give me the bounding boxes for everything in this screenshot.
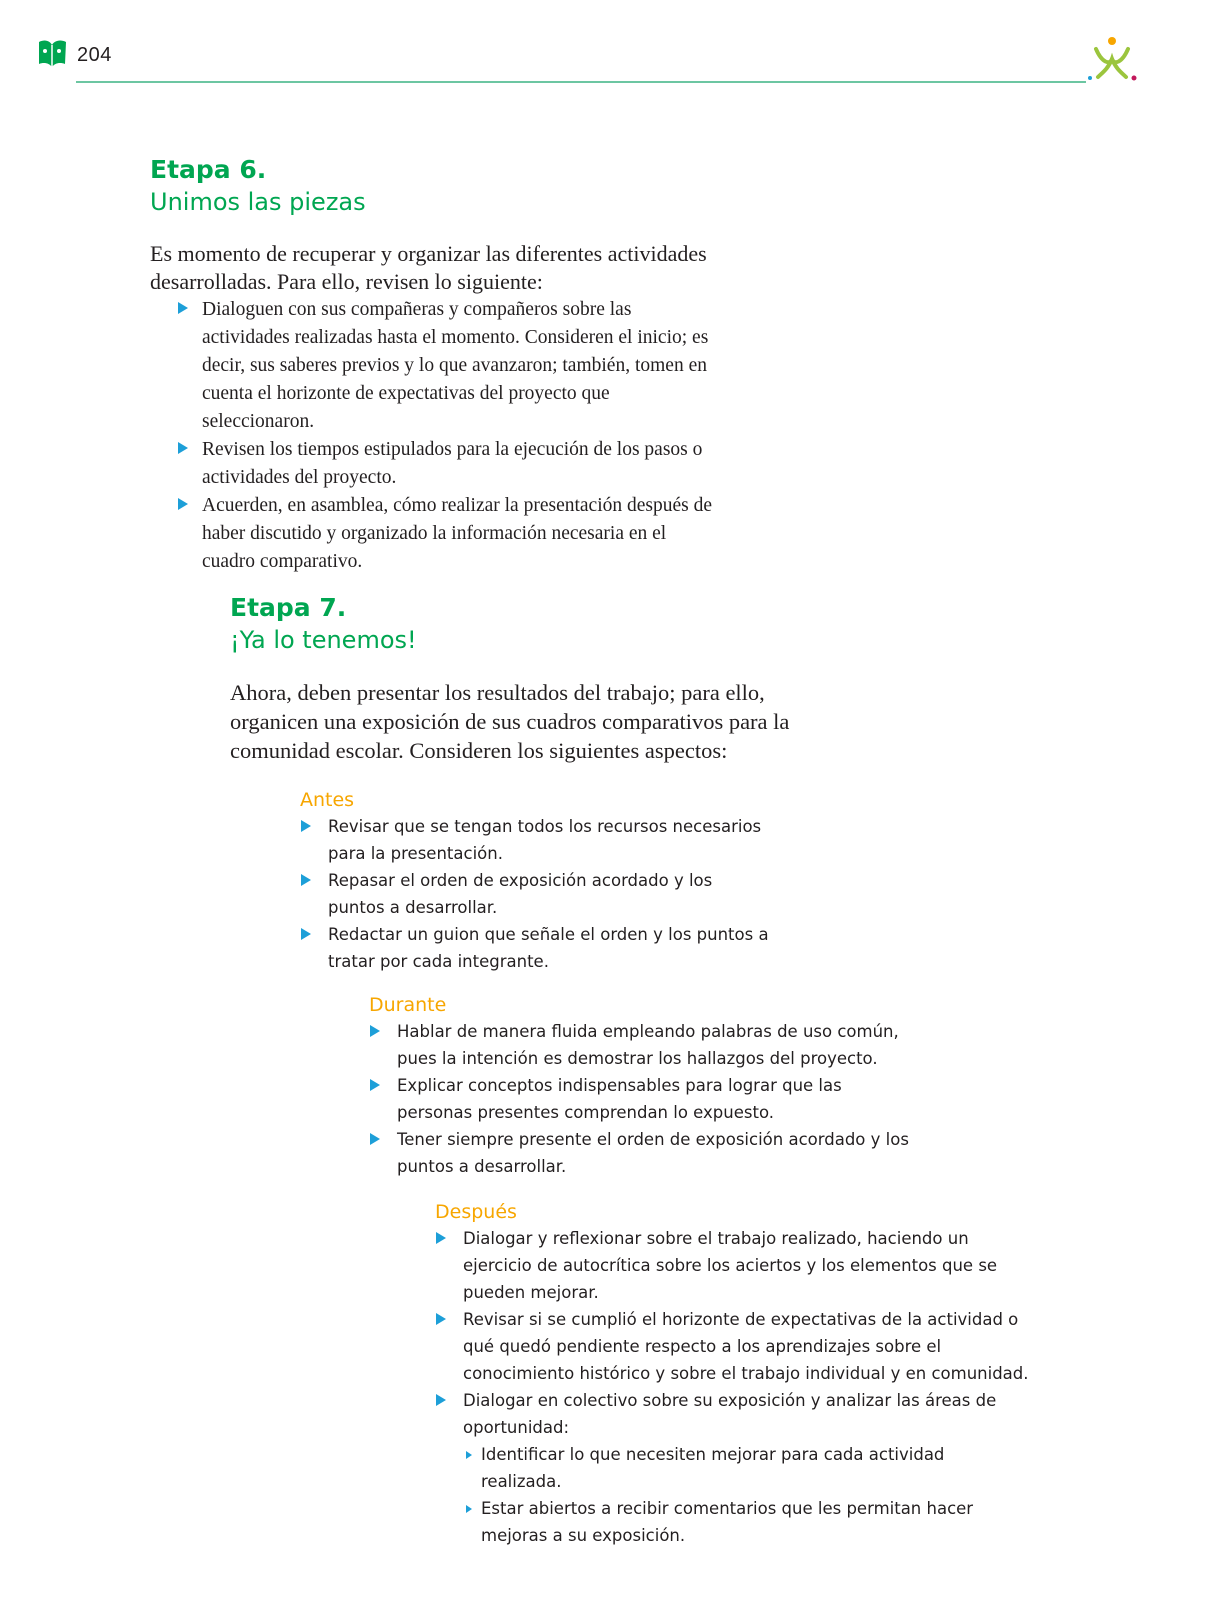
etapa6-bullet-list <box>150 296 722 576</box>
bullet-triangle-icon <box>301 874 311 886</box>
list-item: Dialogar en colectivo sobre su exposición y analizar las áreas de oportunidad: Identificar lo que necesiten mejorar para cada actividad realizada. Estar abiertos a recibir comentarios que les permitan hacer mejoras a su exposición. <box>435 1387 1035 1549</box>
series-logo-icon <box>1086 33 1138 85</box>
durante-section <box>369 992 929 1180</box>
bullet-triangle-icon <box>178 498 188 510</box>
bullet-triangle-icon <box>178 302 188 314</box>
bullet-triangle-icon <box>301 820 311 832</box>
list-item: Hablar de manera fluida empleando palabras de uso común, pues la intención es demostrar los hallazgos del proyecto. <box>369 1018 909 1072</box>
list-item: Redactar un guion que señale el orden y los puntos a tratar por cada integrante. <box>300 921 770 975</box>
bullet-triangle-icon <box>436 1313 446 1325</box>
bullet-triangle-icon <box>370 1079 380 1091</box>
list-item: Dialoguen con sus compañeras y compañeros sobre las actividades realizadas hasta el momento. Consideren el inicio; es decir, sus saberes previos y lo que avanzaron; también, tomen en cuenta el horizonte de expectativas del proyecto que seleccionaron. <box>150 296 722 436</box>
list-item: Tener siempre presente el orden de exposición acordado y los puntos a desarrollar. <box>369 1126 909 1180</box>
etapa6-section <box>150 154 750 576</box>
small-bullet-triangle-icon <box>466 1451 472 1459</box>
bullet-triangle-icon <box>178 442 188 454</box>
durante-title: Durante <box>369 994 447 1016</box>
etapa7-title: Etapa 7. <box>230 593 347 622</box>
book-logo-icon <box>36 38 68 72</box>
sub-list-item: Estar abiertos a recibir comentarios que les permitan hacer mejoras a su exposición. <box>463 1495 1003 1549</box>
etapa7-intro: Ahora, deben presentar los resultados del trabajo; para ello, organicen una exposición de sus cuadros comparativos para la comunidad escolar. Consideren los siguientes aspectos: <box>230 680 790 763</box>
despues-section <box>435 1199 1045 1549</box>
list-item: Repasar el orden de exposición acordado y los puntos a desarrollar. <box>300 867 770 921</box>
list-item: Acuerden, en asamblea, cómo realizar la presentación después de haber discutido y organizado la información necesaria en el cuadro comparativo. <box>150 492 722 576</box>
sub-list-item: Identificar lo que necesiten mejorar para cada actividad realizada. <box>463 1441 1003 1495</box>
small-bullet-triangle-icon <box>466 1505 472 1513</box>
bullet-triangle-icon <box>370 1133 380 1145</box>
bullet-triangle-icon <box>301 928 311 940</box>
antes-title: Antes <box>300 789 355 811</box>
etapa6-subtitle: Unimos las piezas <box>150 188 366 216</box>
etapa7-subtitle: ¡Ya lo tenemos! <box>230 626 417 654</box>
etapa7-section <box>230 592 830 765</box>
antes-section <box>300 787 800 975</box>
list-item: Revisar que se tengan todos los recursos necesarios para la presentación. <box>300 813 770 867</box>
despues-bullet-list <box>435 1225 1035 1549</box>
header-rule <box>76 81 1086 83</box>
list-item: Revisen los tiempos estipulados para la ejecución de los pasos o actividades del proyecto. <box>150 436 722 492</box>
bullet-triangle-icon <box>436 1232 446 1244</box>
page-number: 204 <box>77 44 112 66</box>
list-item: Dialogar y reflexionar sobre el trabajo realizado, haciendo un ejercicio de autocrítica sobre los aciertos y los elementos que se pueden mejorar. <box>435 1225 1035 1306</box>
etapa6-intro: Es momento de recuperar y organizar las diferentes actividades desarrolladas. Para ello, revisen lo siguiente: <box>150 241 707 294</box>
list-item: Revisar si se cumplió el horizonte de expectativas de la actividad o qué quedó pendiente respecto a los aprendizajes sobre el conocimiento histórico y sobre el trabajo individual y en comunidad. <box>435 1306 1035 1387</box>
etapa6-title: Etapa 6. <box>150 155 267 184</box>
despues-title: Después <box>435 1201 517 1223</box>
antes-bullet-list <box>300 813 770 975</box>
page-header <box>0 0 1214 100</box>
durante-bullet-list <box>369 1018 909 1180</box>
list-item: Explicar conceptos indispensables para lograr que las personas presentes comprendan lo expuesto. <box>369 1072 909 1126</box>
bullet-triangle-icon <box>370 1025 380 1037</box>
bullet-triangle-icon <box>436 1394 446 1406</box>
despues-sub-bullet-list <box>463 1441 1003 1549</box>
